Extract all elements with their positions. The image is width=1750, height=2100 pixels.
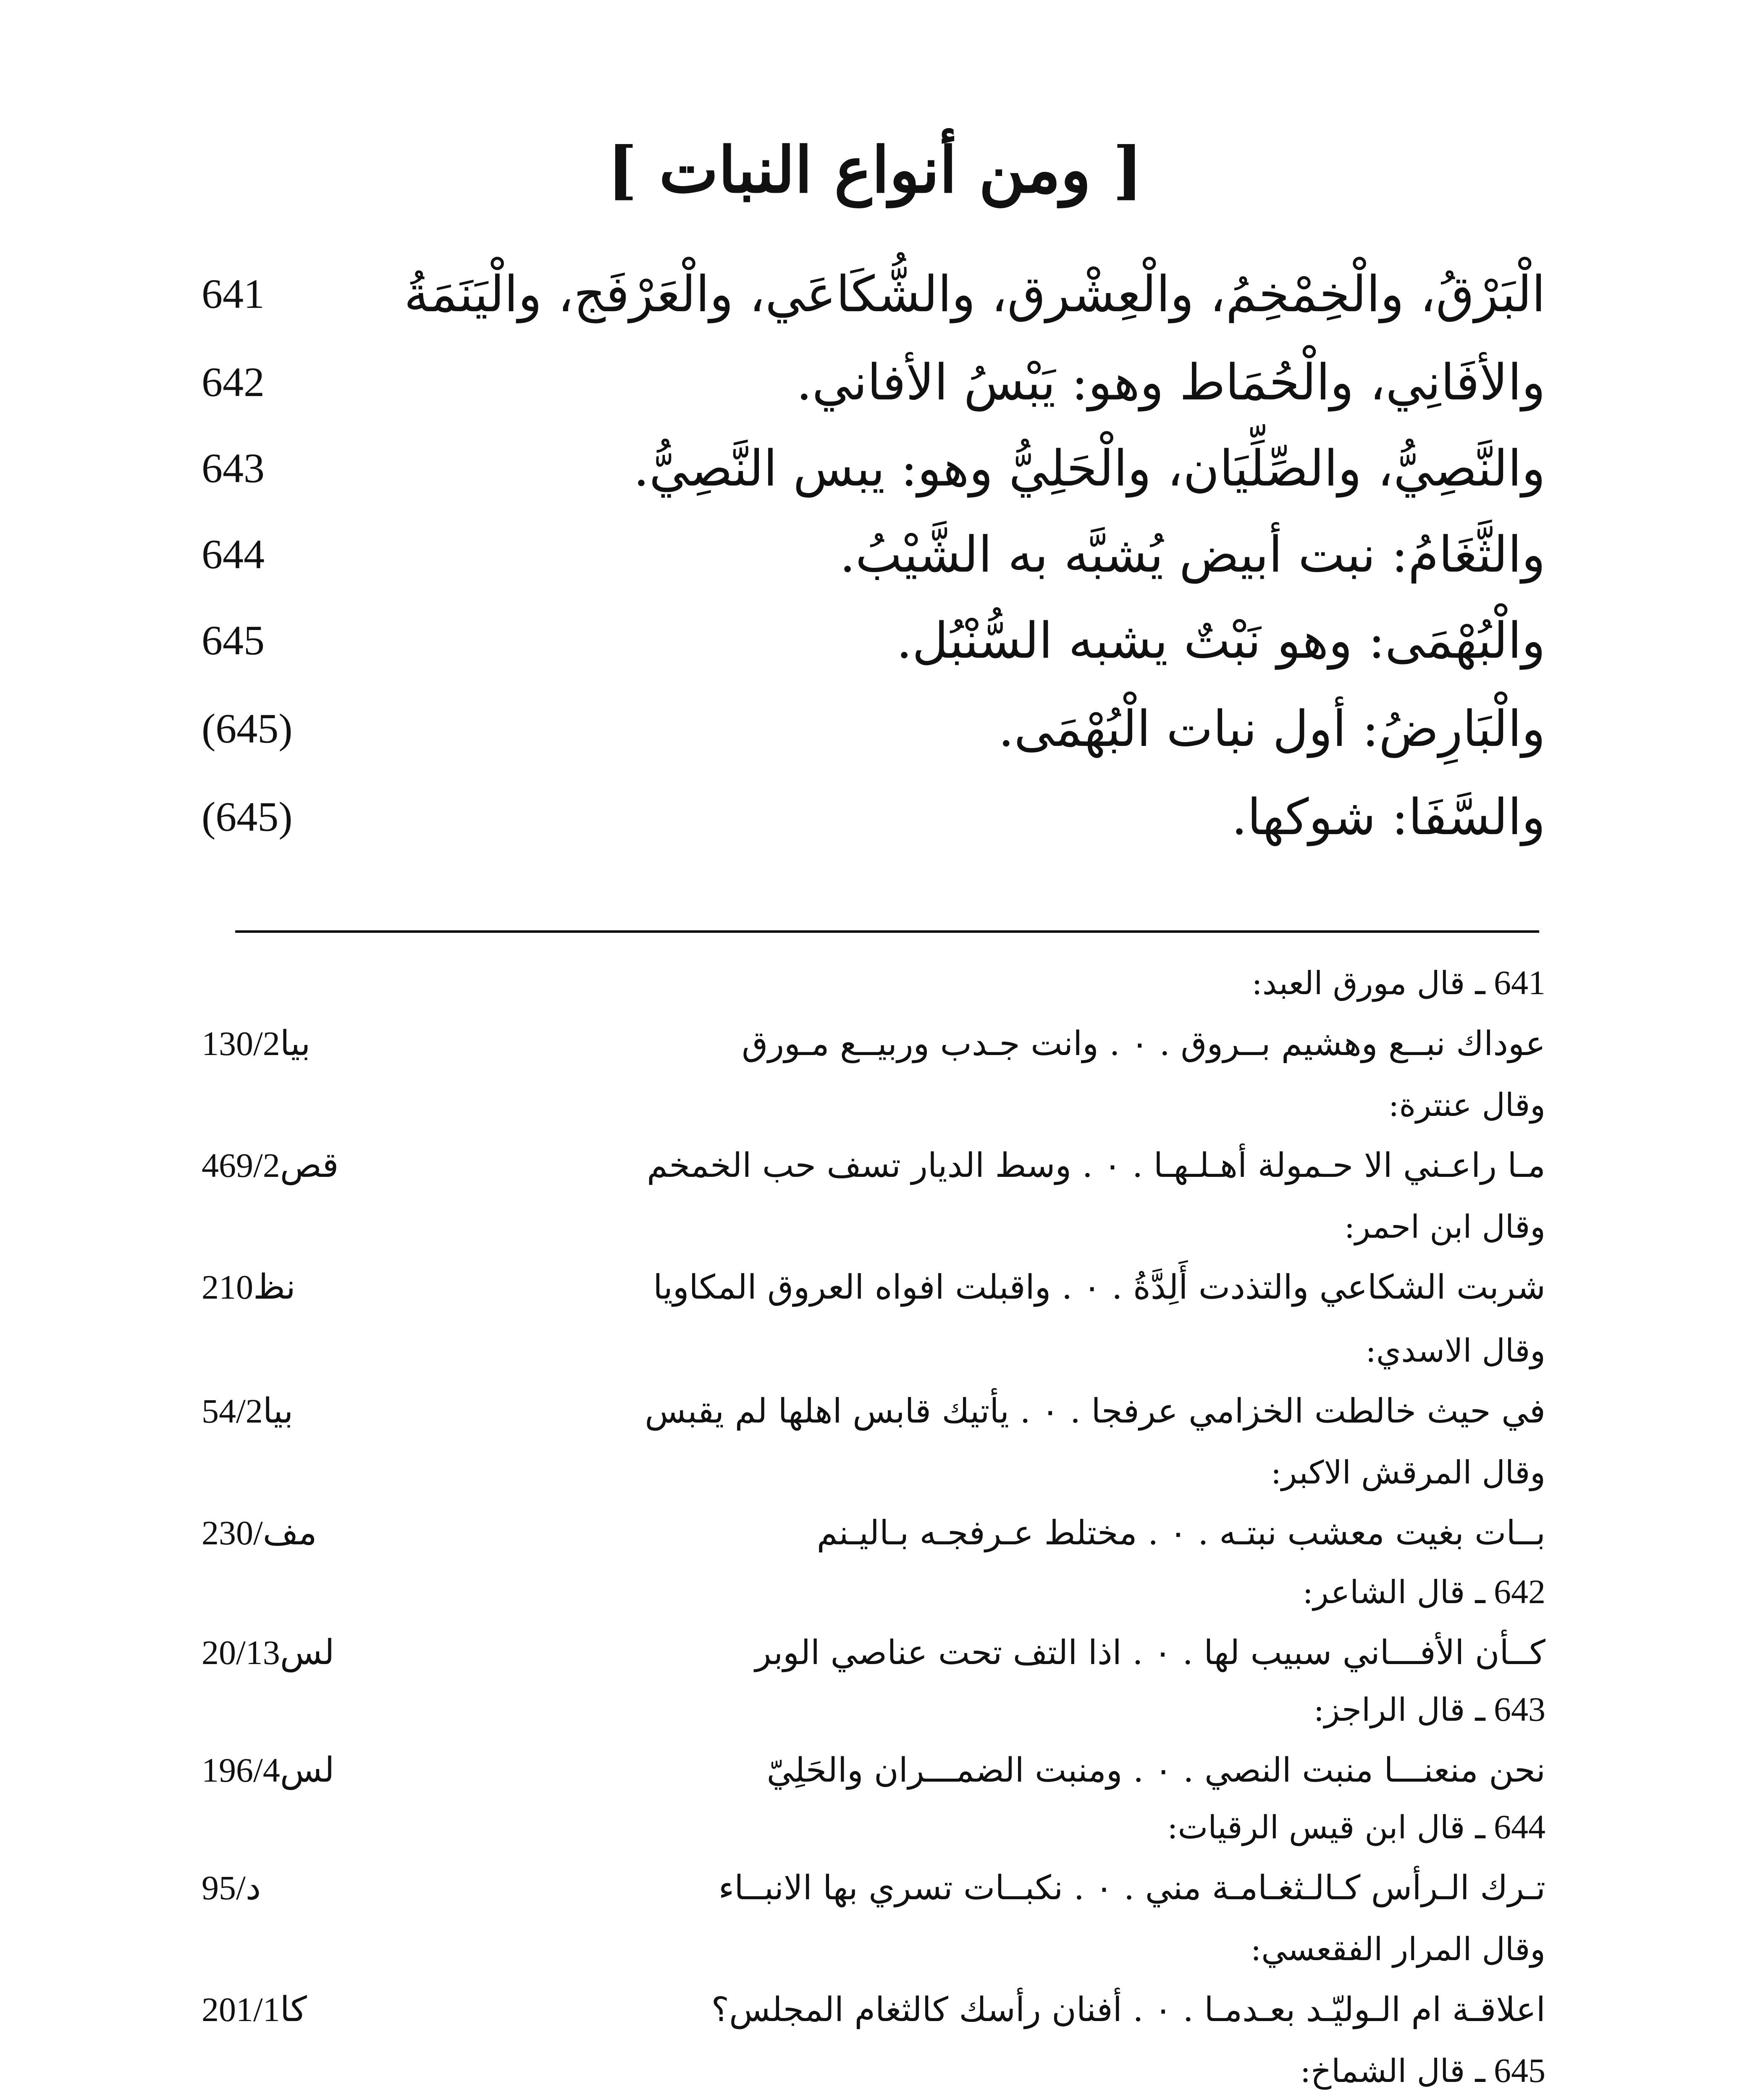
entry-text: والسَّفَا: شوكها. — [1231, 788, 1545, 846]
main-entry — [202, 598, 1545, 682]
footnote-number: 642 ـ — [1475, 1572, 1545, 1611]
verse-reference: 210نظ — [202, 1268, 296, 1306]
footnote-verse — [202, 1012, 1545, 1075]
verse-reference: 130/2بيا — [202, 1024, 311, 1063]
footnote-verse — [202, 1978, 1545, 2041]
entry-text: والثَّغَامُ: نبت أبيض يُشبَّه به الشَّيْبُ. — [840, 525, 1545, 583]
entry-text: والْبُهْمَى: وهو نَبْتٌ يشبه السُّنْبُل. — [896, 612, 1545, 669]
footnote-attribution: قال ابن قيس الرقيات: — [1167, 1809, 1465, 1846]
footnote-attribution: قال الراجز: — [1313, 1691, 1465, 1728]
footnote-heading — [202, 1197, 1545, 1256]
verse-reference: 196/4لس — [202, 1751, 335, 1789]
verse-reference: 201/1كا — [202, 1990, 307, 2029]
verse-text: اعلاقـة ام الـوليّـد بعـدمـا . ٠ . أفنان رأسك كالثغام المجلس؟ — [711, 1990, 1545, 2029]
entry-text: والْبَارِضُ: أول نبات الْبُهْمَى. — [998, 700, 1545, 758]
footnote-heading — [202, 1443, 1545, 1502]
entry-number: (645) — [202, 793, 293, 840]
main-entry — [202, 775, 1545, 859]
main-entry — [202, 512, 1545, 596]
footnote-verse — [202, 1856, 1545, 1919]
footnote-heading — [202, 1798, 1545, 1856]
entry-number: 645 — [202, 617, 265, 664]
verse-text: في حيث خالطت الخزامي عرفجا . ٠ . يأتيك قابس اهلها لم يقبس — [645, 1391, 1545, 1431]
main-entry — [202, 426, 1545, 510]
footnote-attribution: قال مورق العبد: — [1251, 964, 1465, 1002]
footnote-heading — [202, 1562, 1545, 1621]
footnote-verse — [202, 1134, 1545, 1197]
footnote-heading — [202, 2041, 1545, 2100]
verse-reference: 230/مف — [202, 1514, 317, 1552]
footnote-heading — [202, 1919, 1545, 1978]
footnote-attribution: وقال عنترة: — [1388, 1086, 1545, 1124]
verse-text: عوداك نبــع وهشيم بــروق . ٠ . وانت جـدب وربيــع مـورق — [742, 1024, 1545, 1063]
main-entry — [202, 340, 1545, 424]
entry-number: 643 — [202, 445, 265, 491]
footnote-verse — [202, 1256, 1545, 1319]
footnote-attribution: قال الشماخ: — [1300, 2052, 1465, 2090]
entry-text: والأفَانِي، والْحُمَاط وهو: يَبْسُ الأفاني. — [796, 353, 1545, 411]
footnote-heading — [202, 1075, 1545, 1134]
verse-reference: 20/13لس — [202, 1633, 335, 1672]
verse-reference: 54/2بيا — [202, 1392, 294, 1430]
footnote-verse — [202, 1502, 1545, 1564]
section-heading: [ ومن أنواع النبات ] — [607, 133, 1143, 207]
verse-text: تـرك الـرأس كـالـثغـامـة مني . ٠ . نكبــات تسري بها الانبــاء — [718, 1868, 1545, 1907]
footnote-divider — [235, 930, 1539, 933]
footnote-attribution: قال الشاعر: — [1302, 1573, 1465, 1611]
footnote-heading — [202, 1321, 1545, 1380]
footnote-number: 645 ـ — [1475, 2051, 1545, 2090]
footnote-attribution: وقال ابن احمر: — [1344, 1208, 1545, 1245]
footnote-attribution: وقال المرقش الاكبر: — [1270, 1454, 1545, 1491]
footnote-verse — [202, 1739, 1545, 1802]
entry-number: 641 — [202, 270, 265, 317]
main-entry — [202, 687, 1545, 771]
entry-number: 642 — [202, 359, 265, 405]
verse-text: كــأن الأفـــاني سبيب لها . ٠ . اذا التف تحت عناصي الوبر — [755, 1633, 1545, 1672]
entry-text: الْبَرْقُ، والْخِمْخِمُ، والْعِشْرق، والشُّكَاعَي، والْعَرْفَج، والْيَنَمَةُ — [404, 265, 1545, 323]
verse-reference: 95/د — [202, 1869, 261, 1907]
footnote-verse — [202, 1621, 1545, 1684]
entry-text: والنَّصِيُّ، والصِّلِّيَان، والْحَلِيُّ وهو: يبس النَّصِيُّ. — [633, 439, 1545, 497]
verse-text: شربت الشكاعي والتذدت أَلِدَّةُ . ٠ . واقبلت افواه العروق المكاويا — [653, 1268, 1545, 1307]
verse-text: بــات بغيت معشب نبتـه . ٠ . مختلط عـرفجـه بـاليـنم — [816, 1513, 1545, 1552]
footnote-heading — [202, 1680, 1545, 1739]
footnote-number: 641 ـ — [1475, 963, 1545, 1002]
verse-text: مـا راعـني الا حـمولة أهـلـهـا . ٠ . وسط الديار تسف حب الخمخم — [647, 1146, 1545, 1185]
verse-reference: 469/2قص — [202, 1146, 339, 1184]
entry-number: 644 — [202, 531, 265, 578]
verse-text: نحن منعنـــا منبت النصي . ٠ . ومنبت الضمـــران والحَلِيّ — [766, 1751, 1545, 1790]
footnote-number: 643 ـ — [1475, 1690, 1545, 1728]
footnote-attribution: وقال الاسدي: — [1365, 1332, 1545, 1369]
footnote-number: 644 ـ — [1475, 1808, 1545, 1846]
footnote-verse — [202, 1380, 1545, 1443]
footnote-heading — [202, 953, 1545, 1012]
footnote-attribution: وقال المرار الفقعسي: — [1250, 1930, 1545, 1968]
entry-number: (645) — [202, 705, 293, 752]
main-entry — [202, 252, 1545, 336]
